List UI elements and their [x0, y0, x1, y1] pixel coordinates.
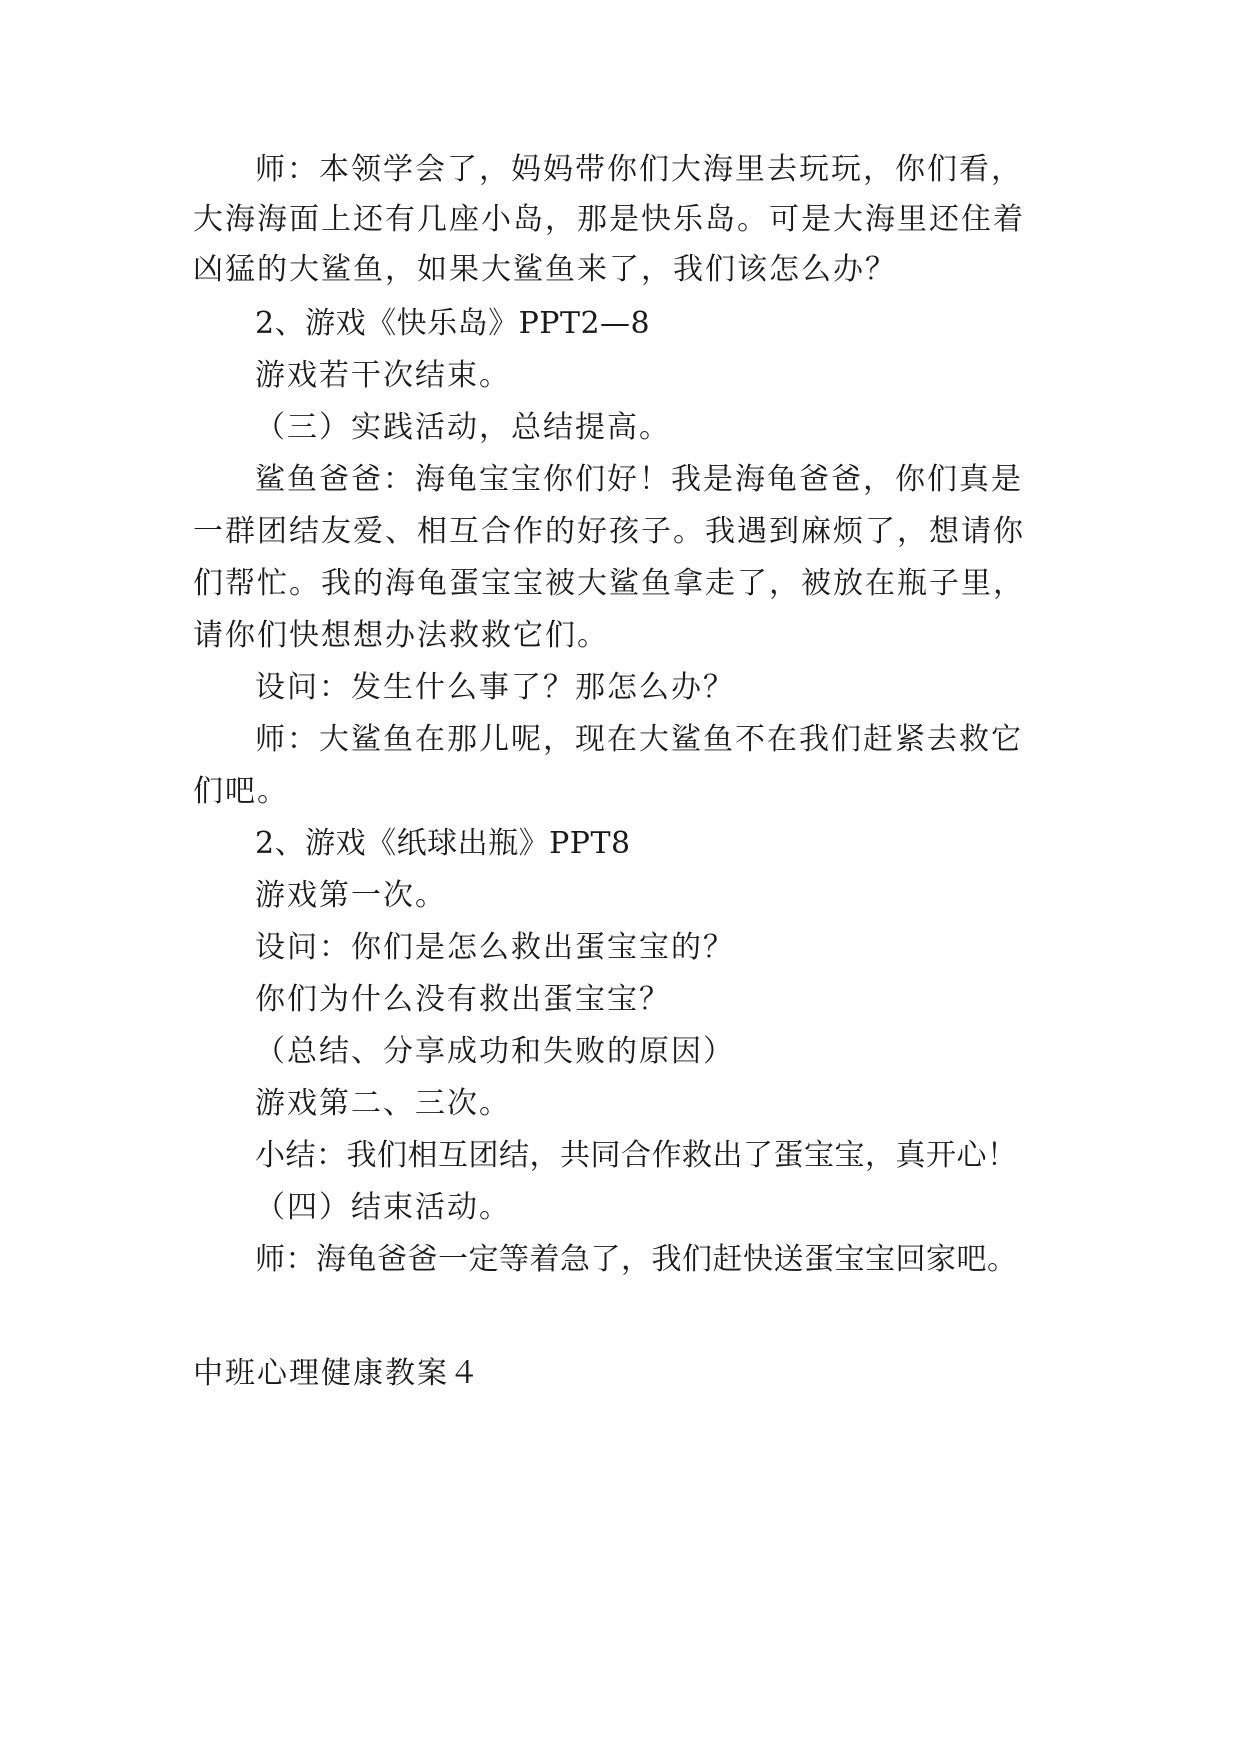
paragraph-line: 们帮忙。我的海龟蛋宝宝被大鲨鱼拿走了，被放在瓶子里， — [193, 566, 1025, 601]
paragraph-line: 师：本领学会了，妈妈带你们大海里去玩玩，你们看， — [255, 152, 1023, 187]
paragraph-line: 一群团结友爱、相互合作的好孩子。我遇到麻烦了，想请你 — [193, 514, 1025, 549]
section-heading: 2、游戏《纸球出瓶》PPT8 — [255, 826, 631, 861]
paragraph-line: 师：海龟爸爸一定等着急了，我们赶快送蛋宝宝回家吧。 — [255, 1242, 1018, 1277]
section-heading: （四）结束活动。 — [255, 1190, 511, 1225]
paragraph-line: （总结、分享成功和失败的原因） — [255, 1034, 735, 1069]
paragraph-line: 们吧。 — [193, 774, 289, 809]
paragraph-line: 大海海面上还有几座小岛，那是快乐岛。可是大海里还住着 — [193, 202, 1025, 237]
paragraph-line: 小结：我们相互团结，共同合作救出了蛋宝宝，真开心！ — [255, 1138, 1018, 1173]
paragraph-line: 你们为什么没有救出蛋宝宝？ — [255, 982, 671, 1017]
paragraph-line: 师：大鲨鱼在那儿呢，现在大鲨鱼不在我们赶紧去救它 — [255, 722, 1023, 757]
paragraph-line: 鲨鱼爸爸：海龟宝宝你们好！我是海龟爸爸，你们真是 — [255, 462, 1023, 497]
paragraph-line: 游戏若干次结束。 — [255, 358, 511, 393]
section-heading: （三）实践活动，总结提高。 — [255, 410, 671, 445]
paragraph-line: 请你们快想想办法救救它们。 — [193, 618, 609, 653]
paragraph-line: 游戏第一次。 — [255, 878, 447, 913]
paragraph-line: 凶猛的大鲨鱼，如果大鲨鱼来了，我们该怎么办？ — [193, 252, 897, 287]
paragraph-line: 设问：发生什么事了？那怎么办？ — [255, 670, 735, 705]
section-heading: 2、游戏《快乐岛》PPT2—8 — [255, 306, 651, 341]
paragraph-line: 游戏第二、三次。 — [255, 1086, 511, 1121]
document-title: 中班心理健康教案４ — [193, 1356, 481, 1391]
paragraph-line: 设问：你们是怎么救出蛋宝宝的？ — [255, 930, 735, 965]
